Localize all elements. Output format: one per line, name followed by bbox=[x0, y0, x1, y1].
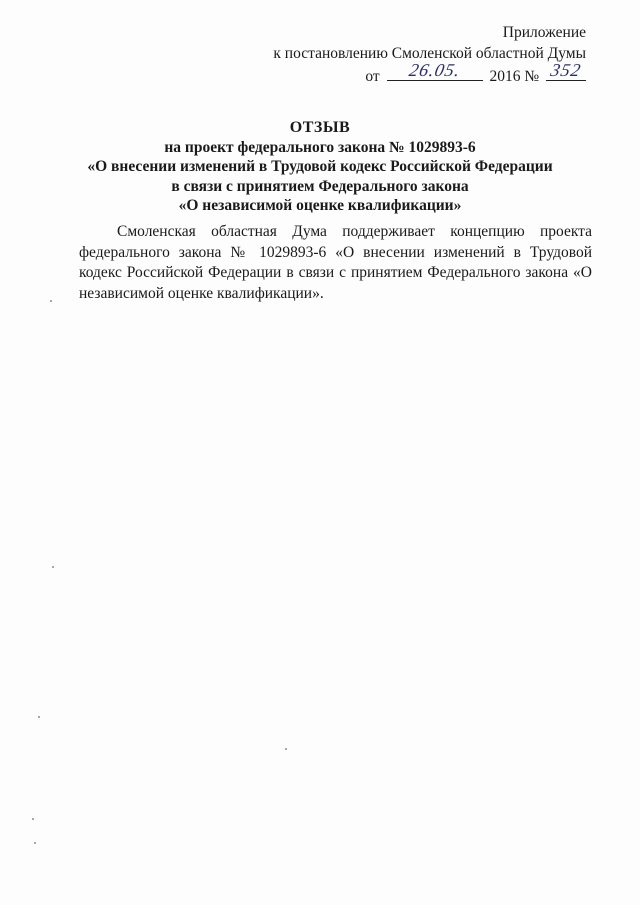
title-line-3: в связи с принятием Федерального закона bbox=[171, 177, 469, 195]
scan-speck bbox=[52, 566, 54, 568]
document-heading: ОТЗЫВ bbox=[289, 119, 351, 136]
handwritten-date: 26.05. bbox=[406, 60, 463, 80]
number-field bbox=[546, 60, 586, 81]
scan-speck bbox=[34, 842, 36, 844]
title-line-4: «О независимой оценке квалификации» bbox=[178, 197, 462, 214]
document-title-block bbox=[60, 118, 580, 216]
date-field bbox=[387, 60, 483, 81]
year-and-number-label: 2016 № bbox=[489, 68, 540, 85]
scan-speck bbox=[32, 818, 34, 820]
body-paragraph: Смоленская областная Дума поддерживает концепцию проекта федерального закона № 1029893-6 «О внесении изменений в Трудовой кодекс Российской Федерации в связи с принятием Федерального закона «О независимой оценке квалификации». bbox=[79, 223, 592, 302]
scan-speck bbox=[285, 748, 287, 750]
date-number-line bbox=[365, 60, 586, 86]
title-line-2: «О внесении изменений в Трудовой кодекс Российской Федерации bbox=[87, 158, 553, 175]
scan-speck bbox=[38, 716, 40, 718]
title-line-1: на проект федерального закона № 1029893-6 bbox=[164, 138, 476, 156]
handwritten-number: 352 bbox=[548, 60, 584, 80]
scan-speck bbox=[50, 300, 52, 302]
date-prefix: от bbox=[365, 68, 380, 85]
resolution-reference: к постановлению Смоленской областной Думы bbox=[273, 45, 586, 62]
appendix-label: Приложение bbox=[502, 24, 586, 41]
